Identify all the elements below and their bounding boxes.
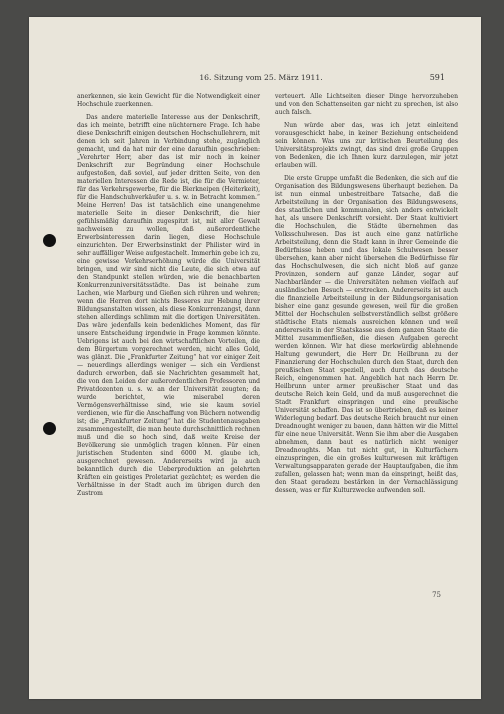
left-column [77, 93, 260, 498]
page-header [77, 73, 445, 87]
paragraph: Das andere materielle Interesse aus der Denkschrift, das ich meinte, betrifft eine nüchternere Frage. Ich habe diese Denkschrift einigen deutschen Hochschullehrern, mit denen ich seit Jahren in Verbindung stehe, zugänglich gemacht, und da hat mir der eine daraufhin geschrieben: „Verehrter Herr, aber das ist mir noch in keiner Denkschrift zur Begründung einer Hochschule aufgestoßen, daß soviel, auf jeder dritten Seite, von den materiellen Interessen die Rede ist, die für die Vermieter, für das Verkehrsgewerbe, für die Bierkneipen (Heiterkeit), für die Handschuhverkäufer u. s. w. in Betracht kommen.“ Meine Herren! Das ist tatsächlich eine unangenehme materielle Seite in dieser Denkschrift, die hier gefühlsmäßig daraufhin zugespitzt ist, mit aller Gewalt nachweisen zu wollen, daß außerordentliche Erwerbsinteressen darin liegen, diese Hochschule einzurichten. Der Erwerbsinstinkt der Philister wird in sehr auffälliger Weise aufgestachelt. Immerhin gebe ich zu, eine gewisse Verkehrserhöhung würde die Universität bringen, und wir sind nicht die Leute, die sich etwa auf den Standpunkt stellen würden, wie die benachbarten Konkurrenzuniversitätsstädte. Das ist beinahe zum Lachen, wie Marburg und Gießen sich rühren und wehren; wenn die Herren dort nichts Besseres zur Hebung ihrer Bildungsanstalten wissen, als diese Konkurrenzangst, dann stehen allerdings schlimm mit die dortigen Universitäten. Das wäre jedenfalls kein bedenkliches Moment, das für unsere Entscheidung irgendwie in Frage kommen könnte. Uebrigens ist auch bei den wirtschaftlichen Vorteilen, die dem Bürgertum vorgerechnet werden, nicht alles Gold, was glänzt. Die „Frankfurter Zeitung“ hat vor einiger Zeit — neuerdings allerdings weniger — sich ein Verdienst dadurch erworben, daß sie Nachrichten gesammelt hat, die von den Leiden der außerordentlichen Professoren und Privatdozenten u. s. w. an der Universität zeugten; da wurde berichtet, wie miserabel deren Vermögensverhältnisse sind, wie sie kaum soviel verdienen, wie für die Anschaffung von Büchern notwendig ist; die „Frankfurter Zeitung“ hat die Studentenausgaben zusammengestellt, die man heute durchschnittlich rechnen muß und die so hoch sind, daß weite Kreise der Bevölkerung sie unmöglich tragen können. Für einen juristischen Studenten sind 6000 M. glaube ich, ausgerechnet gewesen. Andererseits wird ja auch bekanntlich durch die Ueberproduktion an gelehrten Kräften ein geistiges Proletariat gezüchtet; es werden die Verhältnisse in der Stadt auch im übrigen durch den Zustrom [77, 114, 261, 497]
folio-number: 75 [432, 591, 441, 599]
paragraph: anerkennen, sie kein Gewicht für die Notwendigkeit einer Hochschule zuerkennen. [77, 93, 260, 108]
page-number: 591 [429, 73, 445, 82]
punch-hole [43, 234, 56, 247]
document-page [29, 17, 481, 699]
running-head: 16. Sitzung vom 25. März 1911. [199, 73, 323, 82]
paragraph: Die erste Gruppe umfaßt die Bedenken, die sich auf die Organisation des Bildungswesens überhaupt beziehen. Da ist nun einmal unbestreitbare Tatsache, daß die Arbeitsteilung in der Organisation des Bildungswesens, des staatlichen und kommunalen, sich anders entwickelt hat, als unsere Denkschrift vorsieht. Der Staat kultiviert die Hochschulen, die Städte übernehmen das Volksschulwesen. Das ist auch eine ganz natürliche Arbeitsteilung, denn die Stadt kann in ihrer Gemeinde die Bedürfnisse heben und das lokale Schulwesen besser übersehen, kann aber nicht übersehen die Bedürfnisse für das Hochschulwesen, die sich nicht bloß auf ganze Provinzen, sondern auf ganze Länder, sogar auf Nachbarländer — die Universitäten nehmen vielfach auf ausländischen Besuch — erstrecken. Andererseits ist auch die finanzielle Arbeitsteilung in der Bildungsorganisation bisher eine ganz gesunde gewesen, weil für die großen Mittel der Hochschulen selbstverständlich selbst größere städtische Etats niemals ausreichen können und weil andererseits in der Staatskasse aus dem ganzen Staate die Mittel zusammenfließen, die diesen Aufgaben gerecht werden können. Wir hat diese merkwürdig ablehnende Haltung gewundert, die Herr Dr. Heilbrunn zu der Finanzierung der Hochschulen durch den Staat, durch den preußischen Staat speziell, auch durch das deutsche Reich, eingenommen hat. Angeblich hat nach Herrn Dr. Heilbrunn unter armer preußischer Staat und das deutsche Reich kein Geld, und da muß ausgerechnet die Stadt Frankfurt einspringen und eine preußische Universität schaffen. Das ist so übertrieben, daß es keiner Widerlegung bedarf. Das deutsche Reich braucht nur einen Dreadnought weniger zu bauen, dann hätten wir die Mittel für eine neue Universität. Wenn Sie ihm aber die Ausgaben abnehmen, dann baut es natürlich nicht weniger Dreadnoughts. Man tut nicht gut, in Kulturfächern einzuspringen, die ein großes kulturwesen mit kräftigen Verwaltungsapparaten gerade der Hauptaufgaben, die ihm zufallen, gelassen hat; wenn man da einspringt, heißt das, den Staat geradezu bestärken in der Vernachlässigung dessen, was er für Kulturzwecke aufwenden soll. [275, 175, 458, 494]
paragraph: verteuert. Alle Lichtseiten dieser Dinge hervorzuheben und von den Schattenseiten gar nicht zu sprechen, ist also auch falsch. [275, 93, 458, 116]
right-column [275, 93, 458, 495]
punch-hole [43, 422, 56, 435]
paragraph: Nun würde aber das, was ich jetzt einleitend vorausgeschickt habe, in keiner Beziehung entscheidend sein können. Was uns zur kritischen Beurteilung des Universitätsprojekts zwingt, das sind drei große Gruppen von Bedenken, die ich Ihnen kurz darzulegen, mir jetzt erlauben will. [275, 122, 458, 169]
